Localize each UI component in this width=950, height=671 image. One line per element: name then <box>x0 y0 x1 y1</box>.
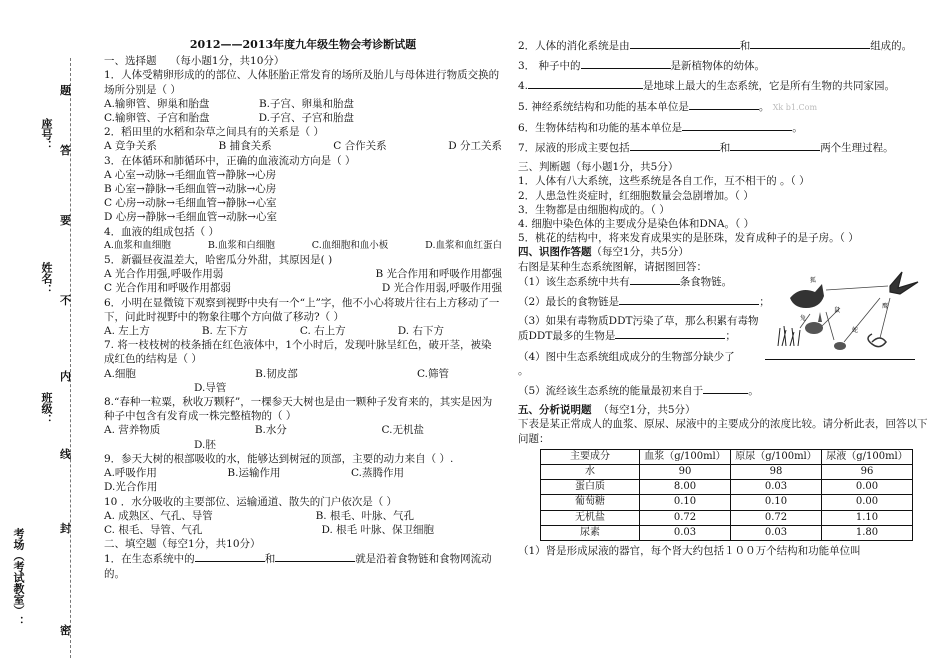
section-2-heading: 二、填空题（每空1分，共10分） <box>104 538 261 551</box>
option[interactable]: C 合作关系 <box>333 140 387 153</box>
option[interactable]: D 分工关系 <box>448 140 502 153</box>
answer-blank[interactable] <box>630 274 680 285</box>
answer-blank[interactable] <box>703 383 748 394</box>
food-web-diagram <box>770 268 920 358</box>
answer-blank[interactable] <box>195 551 265 562</box>
option[interactable]: A.细胞 <box>104 367 136 380</box>
fill-question: 1．在生态系统中的 和 就是沿着食物链和食物网流动的。 <box>104 553 492 580</box>
option[interactable]: B.水分 <box>254 424 287 437</box>
question-text: 4．血液的组成包括（ ） <box>104 225 220 238</box>
answer-blank[interactable] <box>619 294 759 305</box>
table-cell: 0.00 <box>822 495 913 510</box>
table-cell: 蛋白质 <box>541 480 640 495</box>
table-cell: 水 <box>541 465 640 480</box>
options-row <box>104 324 444 338</box>
question-text: 7. 将一枝枝树的枝条插在红色液体中，1个小时后，发现叶脉呈红色，破开茎，被染成红色的结构是（ ） <box>104 339 492 366</box>
question-text: 8.“春种一粒粟，秋收万颗籽”，一棵参天大树也是由一颗种子发育来的，其实是因为种子中包含有发育成一株完整植物的（ ） <box>104 396 493 423</box>
question-text: 1．人体受精卵形成的的部位、人体胚胎正常发育的场所及胎儿与母体进行物质交换的场所分别是（ ） <box>104 69 500 96</box>
question-text: 2．稻田里的水稻和杂草之间具有的关系是（ ） <box>104 126 325 139</box>
table-header: 血浆（g/100ml） <box>640 449 731 464</box>
section-4-intro: 右图是某种生态系统图解，请据图回答： <box>518 260 707 273</box>
watermark: Xk b1.Com <box>772 102 818 112</box>
options-row <box>104 139 502 153</box>
eagle-icon <box>890 272 918 294</box>
seal-char: 线 <box>60 448 71 461</box>
answer-blank[interactable] <box>615 328 725 339</box>
eagle-label: 鹰 <box>882 303 889 310</box>
options-row <box>104 509 414 523</box>
fill-question: （2）最长的食物链是 ； <box>518 296 770 309</box>
options-row <box>104 281 502 295</box>
options-row <box>104 423 424 437</box>
snake-label: 蛇 <box>852 327 859 334</box>
seal-char: 答 <box>60 144 71 157</box>
answer-blank[interactable] <box>689 99 759 110</box>
options-row <box>104 97 354 111</box>
table-cell: 98 <box>731 465 822 480</box>
section-4-heading: 四、识图作答题（每空1分，共5分） <box>518 246 689 259</box>
binding-margin <box>0 0 80 671</box>
seal-char: 内 <box>60 370 71 383</box>
rabbit-icon <box>805 312 823 334</box>
option[interactable]: C.血细胞和血小板 <box>311 239 389 251</box>
table-header-row <box>541 449 913 464</box>
answer-blank[interactable] <box>275 551 355 562</box>
fill-question: 7．尿液的形成主要包括 和 两个生理过程。 <box>518 142 894 155</box>
judge-question: 5．桃花的结构中，将来发育成果实的是胚珠，发育成种子的是子房。（ ） <box>518 232 859 245</box>
judge-question: 3．生物都是由细胞构成的。（ ） <box>518 203 670 216</box>
option[interactable]: D.子宫、子宫和胎盘 <box>258 112 354 125</box>
answer-blank[interactable] <box>581 58 671 69</box>
section-5-heading: 五、分析说明题 （每空1分，共5分） <box>518 404 696 417</box>
seal-char: 题 <box>60 84 71 97</box>
table-cell: 0.72 <box>640 510 731 525</box>
table-cell: 0.10 <box>731 495 822 510</box>
question-text: 5．新疆昼夜温差大，哈密瓜分外甜，其原因是( ) <box>104 254 333 267</box>
table-cell: 1.10 <box>822 510 913 525</box>
option[interactable]: C.输卵管、子宫和胎盘 <box>104 112 210 125</box>
option[interactable]: C 心房→动脉→毛细血管→静脉→心室 <box>104 197 277 210</box>
option[interactable]: C. 右上方 <box>299 325 346 338</box>
fox-icon <box>790 284 824 308</box>
option[interactable]: B.运输作用 <box>227 467 281 480</box>
option[interactable]: A 心室→动脉→毛细血管→静脉→心房 <box>104 168 277 181</box>
table-cell: 葡萄糖 <box>541 495 640 510</box>
fill-question: 6．生物体结构和功能的基本单位是 。 <box>518 121 803 134</box>
option[interactable]: D. 根毛 叶脉、保卫细胞 <box>321 523 434 536</box>
option[interactable]: B.子宫、卵巢和胎盘 <box>258 97 354 110</box>
option[interactable]: B 心室→静脉→毛细血管→动脉→心房 <box>104 183 277 196</box>
table-cell: 96 <box>822 465 913 480</box>
seal-char: 不 <box>60 294 71 307</box>
table-cell: 0.03 <box>731 525 822 540</box>
fill-question: 3． 种子中的 是新植物体的幼体。 <box>518 60 766 73</box>
table-row <box>541 480 913 495</box>
option[interactable]: D.光合作用 <box>104 481 158 494</box>
option[interactable]: D. 右下方 <box>397 325 444 338</box>
options-row <box>104 239 502 253</box>
table-row <box>541 465 913 480</box>
snake-icon <box>868 334 886 347</box>
option[interactable]: B.韧皮部 <box>255 367 298 380</box>
table-row <box>541 510 913 525</box>
concentration-table <box>540 449 913 541</box>
table-cell: 1.80 <box>822 525 913 540</box>
fill-question: （5）流经该生态系统的能量最初来自于 。 <box>518 385 759 398</box>
option[interactable]: D 光合作用弱,呼吸作用强 <box>381 282 502 295</box>
answer-blank[interactable] <box>630 140 720 151</box>
table-cell: 0.03 <box>640 525 731 540</box>
exam-room-label: 考场（考试教室）： <box>12 528 25 627</box>
options-row <box>104 523 434 537</box>
option[interactable]: A. 成熟区、气孔、导管 <box>104 509 213 522</box>
option[interactable]: B.血浆和白细胞 <box>207 239 275 251</box>
analysis-question: （1）肾是形成尿液的器官，每个肾大约包括１００万个结构和功能单位叫 <box>518 545 861 558</box>
option[interactable]: C.蒸腾作用 <box>350 467 404 480</box>
judge-question: 2．人患急性炎症时，红细胞数量会急剧增加。（ ） <box>518 189 754 202</box>
question-text: 10 ．水分吸收的主要部位、运输通道、散失的门户依次是（ ） <box>104 495 398 508</box>
table-header: 尿液（g/100ml） <box>822 449 913 464</box>
option[interactable]: C.无机盐 <box>381 424 424 437</box>
option[interactable]: C. 根毛、导管、气孔 <box>104 523 203 536</box>
option[interactable]: A. 营养物质 <box>104 424 161 437</box>
rabbit-label: 兔 <box>800 315 807 322</box>
section-1-heading: 一、选择题 （每小题1分，共10分） <box>104 55 285 68</box>
option[interactable]: A 光合作用强,呼吸作用弱 <box>104 268 224 281</box>
option[interactable]: A.血浆和血细胞 <box>104 239 171 251</box>
option[interactable]: C.筛管 <box>416 367 449 380</box>
seat-label: 座号： <box>40 118 53 151</box>
table-cell: 0.03 <box>731 480 822 495</box>
option[interactable]: D.血浆和血红蛋白 <box>425 239 502 251</box>
option[interactable]: D.胚 <box>194 438 216 451</box>
section-5-intro: 下表是某正常成人的血浆、原尿、尿液中的主要成分的浓度比较。请分析此表，回答以下问题： <box>518 418 928 445</box>
option[interactable]: C 光合作用和呼吸作用都弱 <box>104 282 231 295</box>
fox-label: 狐 <box>810 277 817 284</box>
table-cell: 0.00 <box>822 480 913 495</box>
answer-blank[interactable] <box>630 38 740 49</box>
table-header: 原尿（g/100ml） <box>731 449 822 464</box>
class-label: 班级： <box>40 392 53 425</box>
answer-blank[interactable] <box>730 140 820 151</box>
option[interactable]: D 心房→静脉→毛细血管→动脉→心室 <box>104 211 277 224</box>
option[interactable]: B 捕食关系 <box>218 140 272 153</box>
fill-question: 2．人体的消化系统是由 和 组成的。 <box>518 40 913 52</box>
option[interactable]: A.输卵管、卵巢和胎盘 <box>104 97 210 110</box>
grass-icon <box>778 326 800 346</box>
fill-question: （4）图中生态系统组成成分的生物部分缺少了 <box>518 349 928 364</box>
question-text: 3．在体循环和肺循环中，正确的血液流动方向是（ ） <box>104 154 356 167</box>
mouse-label: 鼠 <box>834 307 841 314</box>
option[interactable]: A. 左上方 <box>104 325 150 338</box>
fill-question: 5. 神经系统结构和功能的基本单位是 。 Xk b1.Com <box>518 100 818 113</box>
seal-char: 要 <box>60 214 71 227</box>
table-cell: 无机盐 <box>541 510 640 525</box>
fill-question: （3）如果有毒物质DDT污染了草，那么积累有毒物质DDT最多的生物是 ； <box>518 315 759 343</box>
option[interactable]: B. 根毛、叶脉、气孔 <box>315 509 414 522</box>
seal-char: 封 <box>60 522 71 535</box>
table-header: 主要成分 <box>541 449 640 464</box>
name-label: 姓名： <box>40 262 53 295</box>
answer-blank[interactable] <box>682 120 792 131</box>
judge-question: 1．人体有八大系统，这些系统是各自工作，互不相干的 。（ ） <box>518 175 810 188</box>
options-row <box>104 267 502 281</box>
question-text: 6．小明在显微镜下观察到视野中央有一个“上”字，他不小心将玻片往右上方移动了一下，问此时视野中的物象往哪个方向做了移动?（ ） <box>104 296 500 323</box>
option[interactable]: B 光合作用和呼吸作用都强 <box>375 268 502 281</box>
table-cell: 0.10 <box>640 495 731 510</box>
section-3-heading: 三、判断题（每小题1分，共5分） <box>518 161 679 174</box>
judge-question: 4. 细胞中染色体的主要成分是染色体和DNA。（ ） <box>518 218 755 231</box>
table-cell: 尿素 <box>541 525 640 540</box>
mouse-icon <box>834 342 846 350</box>
option[interactable]: B. 左下方 <box>201 325 248 338</box>
answer-blank[interactable] <box>750 38 870 49</box>
fill-question-end: 。 <box>518 364 529 377</box>
table-row <box>541 525 913 540</box>
options-row <box>104 111 354 125</box>
question-text: 9．参天大树的根部吸收的水，能够达到树冠的顶部，主要的动力来自（ ）. <box>104 452 454 465</box>
option[interactable]: A 竞争关系 <box>104 140 157 153</box>
table-cell: 8.00 <box>640 480 731 495</box>
seal-char: 密 <box>60 624 71 637</box>
fill-question: 4. 是地球上最大的生态系统，它是所有生物的共同家园。 <box>518 80 896 93</box>
option[interactable]: A.呼吸作用 <box>104 467 157 480</box>
option[interactable]: D.导管 <box>194 381 227 394</box>
table-row <box>541 495 913 510</box>
table-cell: 90 <box>640 465 731 480</box>
options-row <box>104 367 449 381</box>
fill-question: （1）该生态系统中共有 条食物链。 <box>518 275 733 288</box>
table-cell: 0.72 <box>731 510 822 525</box>
left-column <box>104 38 502 581</box>
options-row <box>104 466 404 480</box>
answer-blank[interactable] <box>528 78 643 89</box>
page-title: 2012——2013年度九年级生物会考诊断试题 <box>189 38 417 51</box>
